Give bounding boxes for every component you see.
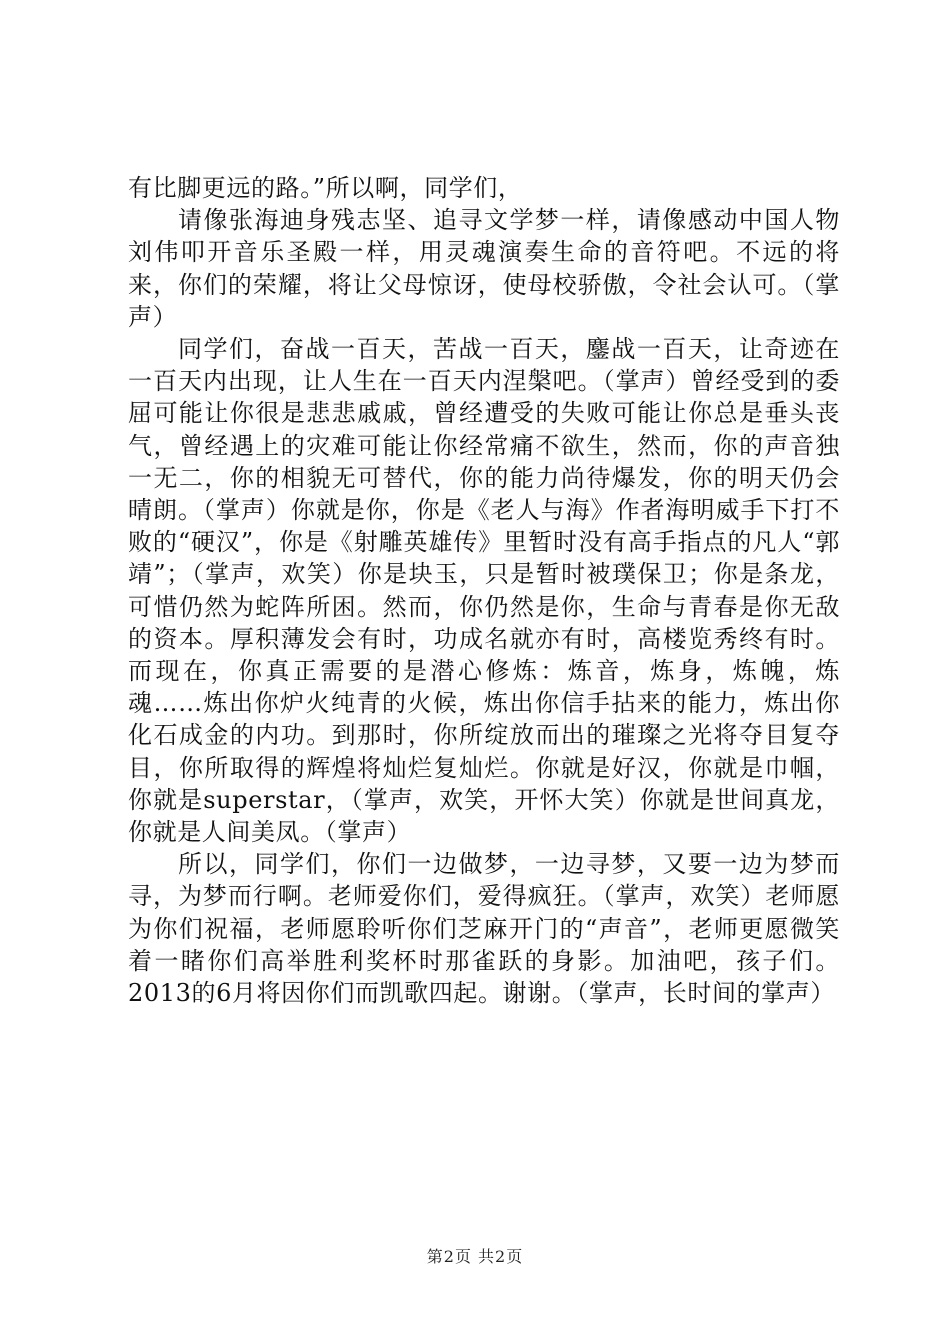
paragraph-4: 所以，同学们，你们一边做梦，一边寻梦，又要一边为梦而寻，为梦而行啊。老师爱你们，爱得疯狂。（掌声，欢笑）老师愿为你们祝福，老师愿聆听你们芝麻开门的“声音”，老师更愿微笑着一睹你们高举胜利奖杯时那雀跃的身影。加油吧，孩子们。2013的6月将因你们而凯歌四起。谢谢。（掌声，长时间的掌声） (128, 850, 840, 1008)
paragraph-3: 同学们，奋战一百天，苦战一百天，鏖战一百天，让奇迹在一百天内出现，让人生在一百天内涅槃吧。（掌声）曾经受到的委屈可能让你很是悲悲戚戚，曾经遭受的失败可能让你总是垂头丧气，曾经遇上的灾难可能让你经常痛不欲生，然而，你的声音独一无二，你的相貌无可替代，你的能力尚待爆发，你的明天仍会晴朗。（掌声）你就是你，你是《老人与海》作者海明威手下打不败的“硬汉”，你是《射雕英雄传》里暂时没有高手指点的凡人“郭靖”；（掌声，欢笑）你是块玉，只是暂时被璞保卫；你是条龙，可惜仍然为蛇阵所困。然而，你仍然是你，生命与青春是你无敌的资本。厚积薄发会有时，功成名就亦有时，高楼览秀终有时。而现在，你真正需要的是潜心修炼：炼音，炼身，炼魄，炼魂……炼出你炉火纯青的火候，炼出你信手拈来的能力，炼出你化石成金的内功。到那时，你所绽放而出的璀璨之光将夺目复夺目，你所取得的辉煌将灿烂复灿烂。你就是好汉，你就是巾帼，你就是superstar，（掌声，欢笑，开怀大笑）你就是世间真龙，你就是人间美凤。（掌声） (128, 335, 840, 847)
body-text (128, 172, 840, 1009)
page-number-footer: 第2页 共2页 (426, 1247, 524, 1266)
paragraph-2: 请像张海迪身残志坚、追寻文学梦一样，请像感动中国人物刘伟叩开音乐圣殿一样，用灵魂演奏生命的音符吧。不远的将来，你们的荣耀，将让父母惊讶，使母校骄傲，令社会认可。（掌声） (128, 206, 840, 331)
paragraph-1: 有比脚更远的路。”所以啊，同学们， (128, 174, 523, 202)
